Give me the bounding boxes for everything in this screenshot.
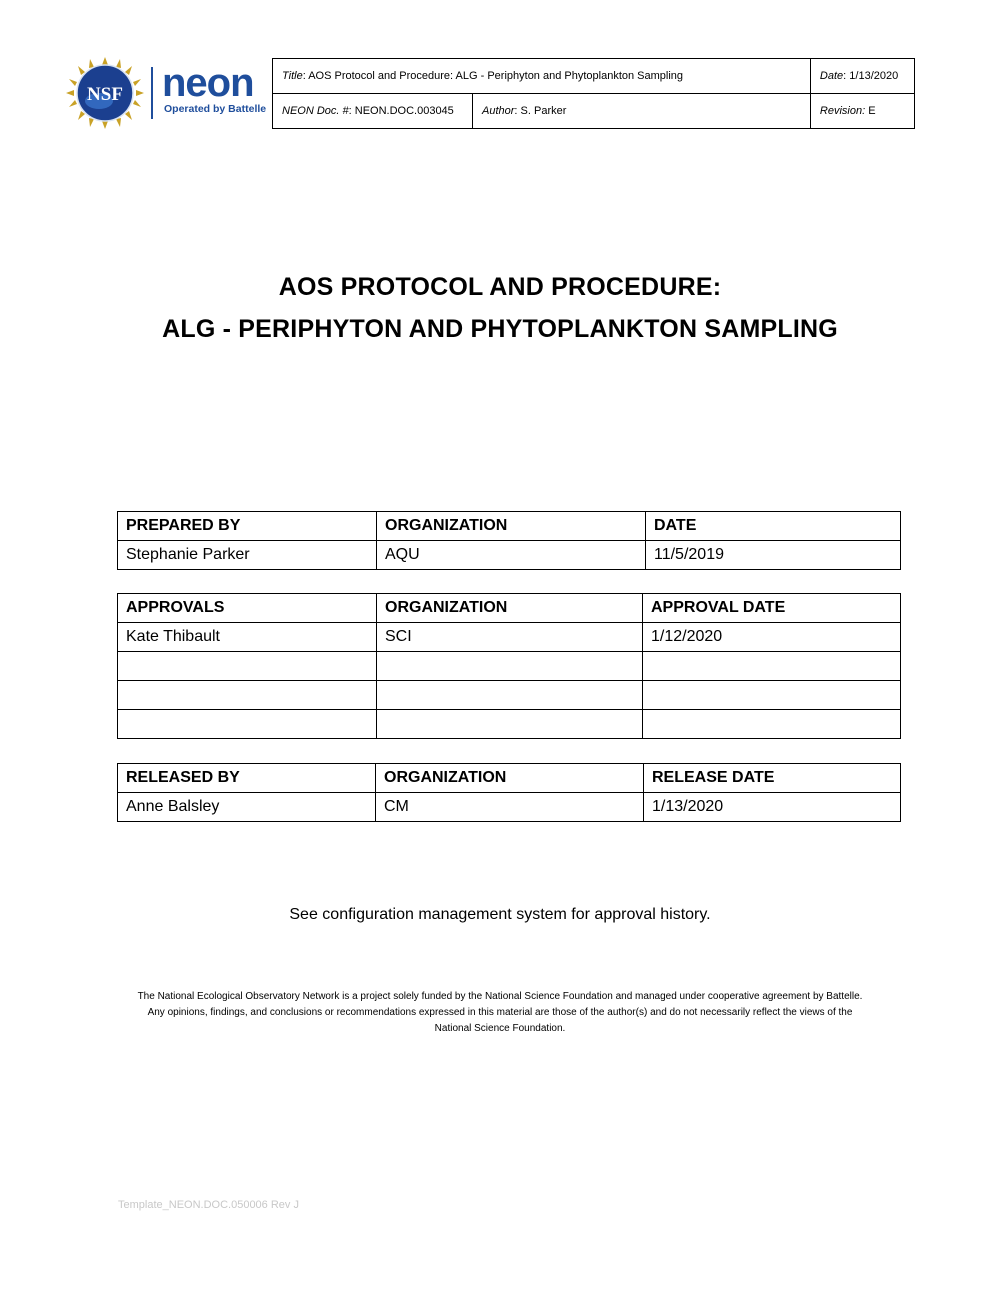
header-date-label: Date xyxy=(819,70,844,82)
table-header: ORGANIZATION xyxy=(377,512,646,541)
table-cell: 11/5/2019 xyxy=(646,541,901,570)
logo-divider xyxy=(151,67,153,119)
table-header: RELEASE DATE xyxy=(644,764,901,793)
table-cell xyxy=(377,710,643,739)
table-cell: 1/13/2020 xyxy=(644,793,901,822)
prepared-by-table xyxy=(117,511,901,570)
header-revision-cell xyxy=(810,94,914,129)
table-cell: SCI xyxy=(377,623,643,652)
approvals-table xyxy=(117,593,901,739)
table-cell: Anne Balsley xyxy=(118,793,376,822)
nsf-seal-text: NSF xyxy=(87,84,123,105)
table-cell xyxy=(643,681,901,710)
table-cell xyxy=(643,710,901,739)
table-header: RELEASED BY xyxy=(118,764,376,793)
table-cell xyxy=(118,681,377,710)
table-row xyxy=(118,652,901,681)
table-cell: Kate Thibault xyxy=(118,623,377,652)
header-author-label: Author xyxy=(482,105,515,117)
neon-logo xyxy=(66,57,272,129)
table-row xyxy=(118,710,901,739)
table-cell xyxy=(377,681,643,710)
table-cell: Stephanie Parker xyxy=(118,541,377,570)
table-cell: CM xyxy=(376,793,644,822)
logo-tagline: Operated by Battelle xyxy=(164,103,267,115)
table-header: ORGANIZATION xyxy=(376,764,644,793)
header-date-cell xyxy=(810,59,914,94)
header-date-value: : 1/13/2020 xyxy=(843,70,899,82)
table-cell xyxy=(118,652,377,681)
table-row xyxy=(118,541,901,570)
disclaimer-line: The National Ecological Observatory Network is a project solely funded by the National Science Foundation and managed under cooperative agreement by Battelle. xyxy=(137,991,863,1002)
table-row xyxy=(118,793,901,822)
table-cell xyxy=(643,652,901,681)
funding-disclaimer xyxy=(110,989,890,1037)
table-header: DATE xyxy=(646,512,901,541)
disclaimer-line: Any opinions, findings, and conclusions or recommendations expressed in this material are those of the author(s) and do not necessarily reflect the views of the xyxy=(147,1007,853,1018)
header-title-cell xyxy=(273,59,811,94)
header-author-value: : S. Parker xyxy=(514,105,567,117)
released-by-table xyxy=(117,763,901,822)
header-doc-label: NEON Doc. # xyxy=(282,105,349,117)
document-title-line-1: AOS PROTOCOL AND PROCEDURE: xyxy=(278,273,722,301)
table-row xyxy=(118,623,901,652)
document-header-table xyxy=(272,58,915,129)
header-doc-cell xyxy=(273,94,473,129)
table-cell: AQU xyxy=(377,541,646,570)
table-header: APPROVALS xyxy=(118,594,377,623)
document-title-line-2: ALG - PERIPHYTON AND PHYTOPLANKTON SAMPLING xyxy=(162,315,838,343)
table-cell xyxy=(118,710,377,739)
table-cell xyxy=(377,652,643,681)
table-header: APPROVAL DATE xyxy=(643,594,901,623)
header-title-value: : AOS Protocol and Procedure: ALG - Periphyton and Phytoplankton Sampling xyxy=(302,70,684,82)
header-revision-value: E xyxy=(865,105,876,117)
table-row xyxy=(118,681,901,710)
nsf-seal-icon xyxy=(66,57,144,129)
config-management-note: See configuration management system for approval history. xyxy=(289,906,711,923)
table-header: PREPARED BY xyxy=(118,512,377,541)
neon-wordmark: neon xyxy=(162,61,254,105)
header-doc-value: : NEON.DOC.003045 xyxy=(348,105,454,117)
disclaimer-line: National Science Foundation. xyxy=(434,1023,566,1034)
header-revision-label: Revision: xyxy=(819,105,866,117)
table-header: ORGANIZATION xyxy=(377,594,643,623)
template-id: Template_NEON.DOC.050006 Rev J xyxy=(118,1199,299,1211)
header-author-cell xyxy=(473,94,811,129)
header-title-label: Title xyxy=(282,70,303,82)
table-cell: 1/12/2020 xyxy=(643,623,901,652)
